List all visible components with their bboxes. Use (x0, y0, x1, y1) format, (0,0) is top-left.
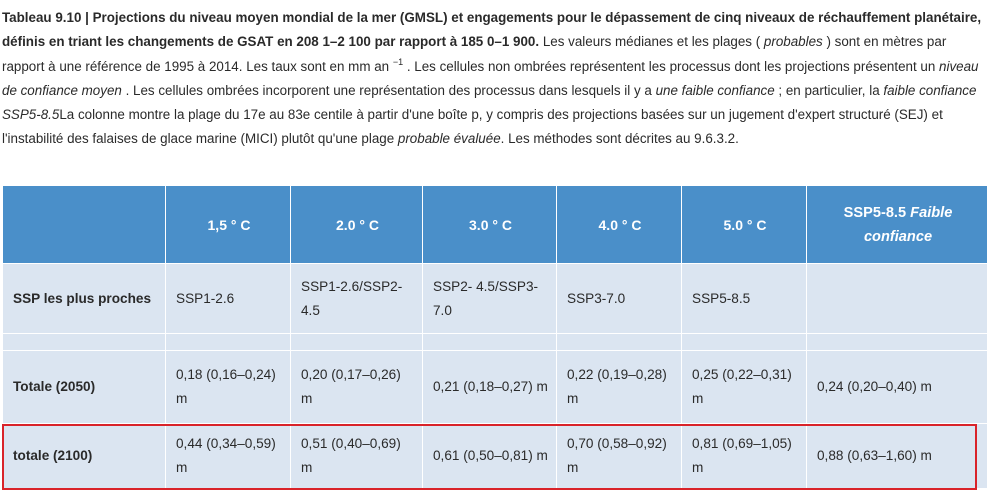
table-row-total-2100 (3, 424, 988, 489)
spacer-cell (166, 334, 291, 351)
row-label: SSP les plus proches (3, 264, 166, 334)
header-5-0c: 5.0 ° C (682, 186, 807, 264)
table-cell: SSP5-8.5 (682, 264, 807, 334)
spacer-cell (291, 334, 423, 351)
table-cell: 0,20 (0,17–0,26) m (291, 351, 423, 424)
table-spacer-row (3, 334, 988, 351)
caption-italic-text: faible confiance SSP5-8.5 (2, 82, 977, 123)
table-cell: 0,81 (0,69–1,05) m (682, 424, 807, 489)
table-cell (807, 264, 988, 334)
table-cell: 0,44 (0,34–0,59) m (166, 424, 291, 489)
caption-italic-text: niveau de confiance moyen (2, 58, 979, 98)
sea-level-table (2, 185, 988, 489)
spacer-cell (557, 334, 682, 351)
caption-text: La colonne montre la plage du 17e au 83e centile à partir d'une boîte p, y compris des projections basées sur un jugement d'expert structuré (SEJ) et l'instabilité des falaises de glace marine (MICI) plutôt qu'une plage (2, 107, 943, 147)
caption-text: ; en particulier, la (774, 82, 884, 98)
table-cell: SSP1-2.6/SSP2-4.5 (291, 264, 423, 334)
table-cell: SSP2- 4.5/SSP3-7.0 (423, 264, 557, 334)
caption-text: Les valeurs médianes et les plages ( (539, 34, 764, 50)
table-cell: 0,18 (0,16–0,24) m (166, 351, 291, 424)
caption-separator: | (85, 10, 89, 25)
table-cell: 0,51 (0,40–0,69) m (291, 424, 423, 489)
table-cell: 0,61 (0,50–0,81) m (423, 424, 557, 489)
table-cell: SSP1-2.6 (166, 264, 291, 334)
caption-title: Projections du niveau moyen mondial de la mer (GMSL) et engagements pour le dépassement de cinq niveaux de réchauffement planétaire, définis en triant les changements de GSAT en 208 1–2 100 par rapport à 185 0–1 900. (2, 10, 982, 50)
table-row-total-2050 (3, 351, 988, 424)
caption-text: . Les cellules non ombrées représentent les processus dont les projections présentent un (403, 58, 940, 74)
caption-text: ) sont en mètres par rapport à une référence de 1995 à 2014. Les taux sont en mm an (2, 34, 947, 74)
spacer-cell (807, 334, 988, 351)
header-4-0c: 4.0 ° C (557, 186, 682, 264)
header-empty-cell (3, 186, 166, 264)
header-low-confidence-label: Faible confiance (863, 204, 953, 245)
header-3-0c: 3.0 ° C (423, 186, 557, 264)
table-cell: 0,70 (0,58–0,92) m (557, 424, 682, 489)
table-row-closest-ssp (3, 264, 988, 334)
header-ssp5-low-confidence (807, 186, 988, 264)
caption-text: . Les méthodes sont décrites au 9.6.3.2. (500, 131, 739, 147)
table-cell: 0,88 (0,63–1,60) m (807, 424, 988, 489)
table-cell: 0,22 (0,19–0,28) m (557, 351, 682, 424)
table-caption (2, 6, 984, 152)
header-ssp5-label: SSP5-8.5 (843, 204, 911, 221)
spacer-cell (423, 334, 557, 351)
header-1-5c: 1,5 ° C (166, 186, 291, 264)
caption-superscript: −1 (392, 56, 404, 67)
row-label: totale (2100) (3, 424, 166, 489)
caption-italic-text: probables (763, 34, 823, 50)
caption-italic-text: une faible confiance (655, 82, 775, 98)
table-cell: SSP3-7.0 (557, 264, 682, 334)
table-cell: 0,21 (0,18–0,27) m (423, 351, 557, 424)
spacer-cell (3, 334, 166, 351)
table-header-row (3, 186, 988, 264)
row-label: Totale (2050) (3, 351, 166, 424)
header-2-0c: 2.0 ° C (291, 186, 423, 264)
spacer-cell (682, 334, 807, 351)
caption-italic-text: probable évaluée (397, 131, 501, 147)
table-cell: 0,24 (0,20–0,40) m (807, 351, 988, 424)
caption-table-id: Tableau 9.10 (2, 10, 82, 25)
table-cell: 0,25 (0,22–0,31) m (682, 351, 807, 424)
caption-text: . Les cellules ombrées incorporent une représentation des processus dans lesquels il y a (121, 82, 656, 98)
